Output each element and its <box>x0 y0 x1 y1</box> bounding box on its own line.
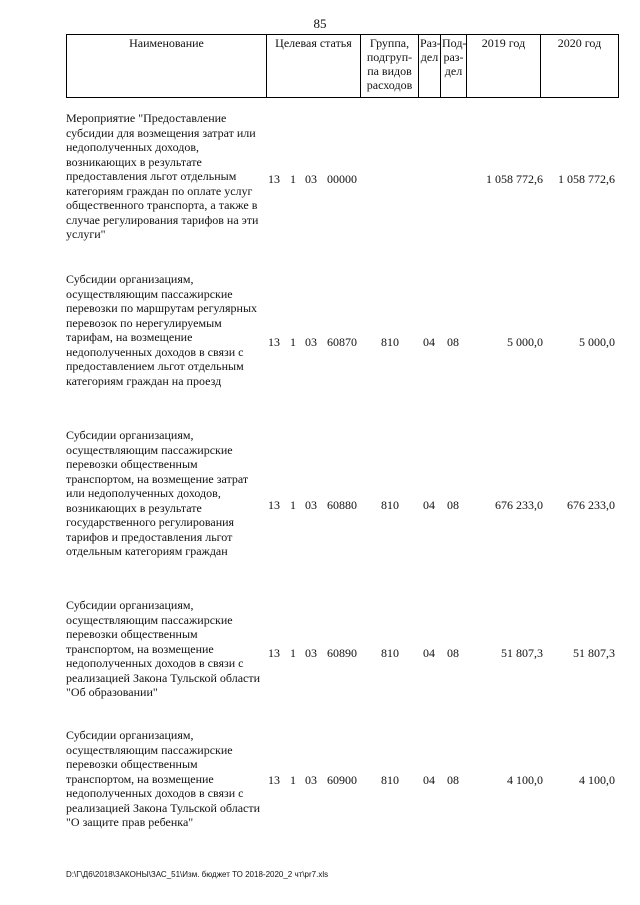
row-value-2020: 676 233,0 <box>567 498 615 512</box>
row-code-3: 03 <box>305 773 317 787</box>
row-code-3: 03 <box>305 646 317 660</box>
row-code-1: 13 <box>268 335 280 349</box>
row-code-3: 03 <box>305 172 317 186</box>
row-value-2019: 5 000,0 <box>507 335 543 349</box>
row-code-1: 13 <box>268 773 280 787</box>
row-name: Субсидии организациям, осуществляющим пассажирские перевозки общественным транспортом, на возмещение затрат или недополученных доходов, возникающих в результате государственного регулирования тарифов и предоставления льгот отдельным категориям граждан <box>66 428 249 558</box>
row-code-4: 00000 <box>327 172 357 186</box>
row-value-2019: 51 807,3 <box>501 646 543 660</box>
row-podrazdel: 08 <box>447 498 459 512</box>
row-code-1: 13 <box>268 498 280 512</box>
header-podrazdel: Под-раз-дел <box>441 35 467 98</box>
row-group: 810 <box>381 498 399 512</box>
row-value-2019: 4 100,0 <box>507 773 543 787</box>
row-code-4: 60870 <box>327 335 357 349</box>
row-code-2: 1 <box>290 335 296 349</box>
row-code-3: 03 <box>305 498 317 512</box>
row-razdel: 04 <box>423 646 435 660</box>
row-code-2: 1 <box>290 773 296 787</box>
row-podrazdel: 08 <box>447 773 459 787</box>
row-code-1: 13 <box>268 646 280 660</box>
row-name: Мероприятие "Предоставление субсидии для возмещения затрат или недополученных доходов, возникающих в результате предоставления льгот отдельным категориям граждан по оплате услуг общественного транспорта, а также в случае регулирования тарифов на эти услуги" <box>66 111 259 241</box>
row-name: Субсидии организациям, осуществляющим пассажирские перевозки общественным транспортом, на возмещение недополученных доходов в связи с реализацией Закона Тульской области "Об образовании" <box>66 598 261 699</box>
header-group: Группа, подгруп-па видов расходов <box>361 35 419 98</box>
file-path-footer: D:\Г\Д6\2018\ЗАКОНЫ\ЗАС_51\Изм. бюджет ТО 2018-2020_2 чт\pr7.xls <box>66 870 329 879</box>
row-code-2: 1 <box>290 172 296 186</box>
row-code-2: 1 <box>290 498 296 512</box>
header-year-2020: 2020 год <box>541 35 619 98</box>
header-target: Целевая статья <box>267 35 361 98</box>
row-value-2020: 4 100,0 <box>579 773 615 787</box>
header-year-2019: 2019 год <box>467 35 541 98</box>
row-code-4: 60900 <box>327 773 357 787</box>
row-code-3: 03 <box>305 335 317 349</box>
row-code-2: 1 <box>290 646 296 660</box>
row-value-2019: 1 058 772,6 <box>486 172 543 186</box>
table-header <box>66 34 619 98</box>
header-razdel: Раз-дел <box>419 35 441 98</box>
row-name: Субсидии организациям, осуществляющим пассажирские перевозки общественным транспортом, на возмещение недополученных доходов в связи с реализацией Закона Тульской области "О защите прав ребенка" <box>66 728 261 829</box>
row-name: Субсидии организациям, осуществляющим пассажирские перевозки по маршрутам регулярных перевозок по нерегулируемым тарифам, на возмещение недополученных доходов в связи с предоставлением льгот отдельным категориям граждан на проезд <box>66 272 258 388</box>
row-razdel: 04 <box>423 335 435 349</box>
page-number: 85 <box>313 16 327 31</box>
row-value-2020: 1 058 772,6 <box>558 172 615 186</box>
row-group: 810 <box>381 646 399 660</box>
row-group: 810 <box>381 773 399 787</box>
row-code-4: 60880 <box>327 498 357 512</box>
row-podrazdel: 08 <box>447 335 459 349</box>
row-code-1: 13 <box>268 172 280 186</box>
row-razdel: 04 <box>423 773 435 787</box>
row-razdel: 04 <box>423 498 435 512</box>
row-code-4: 60890 <box>327 646 357 660</box>
row-group: 810 <box>381 335 399 349</box>
row-podrazdel: 08 <box>447 646 459 660</box>
row-value-2019: 676 233,0 <box>495 498 543 512</box>
row-value-2020: 51 807,3 <box>573 646 615 660</box>
row-value-2020: 5 000,0 <box>579 335 615 349</box>
header-name: Наименование <box>67 35 267 98</box>
